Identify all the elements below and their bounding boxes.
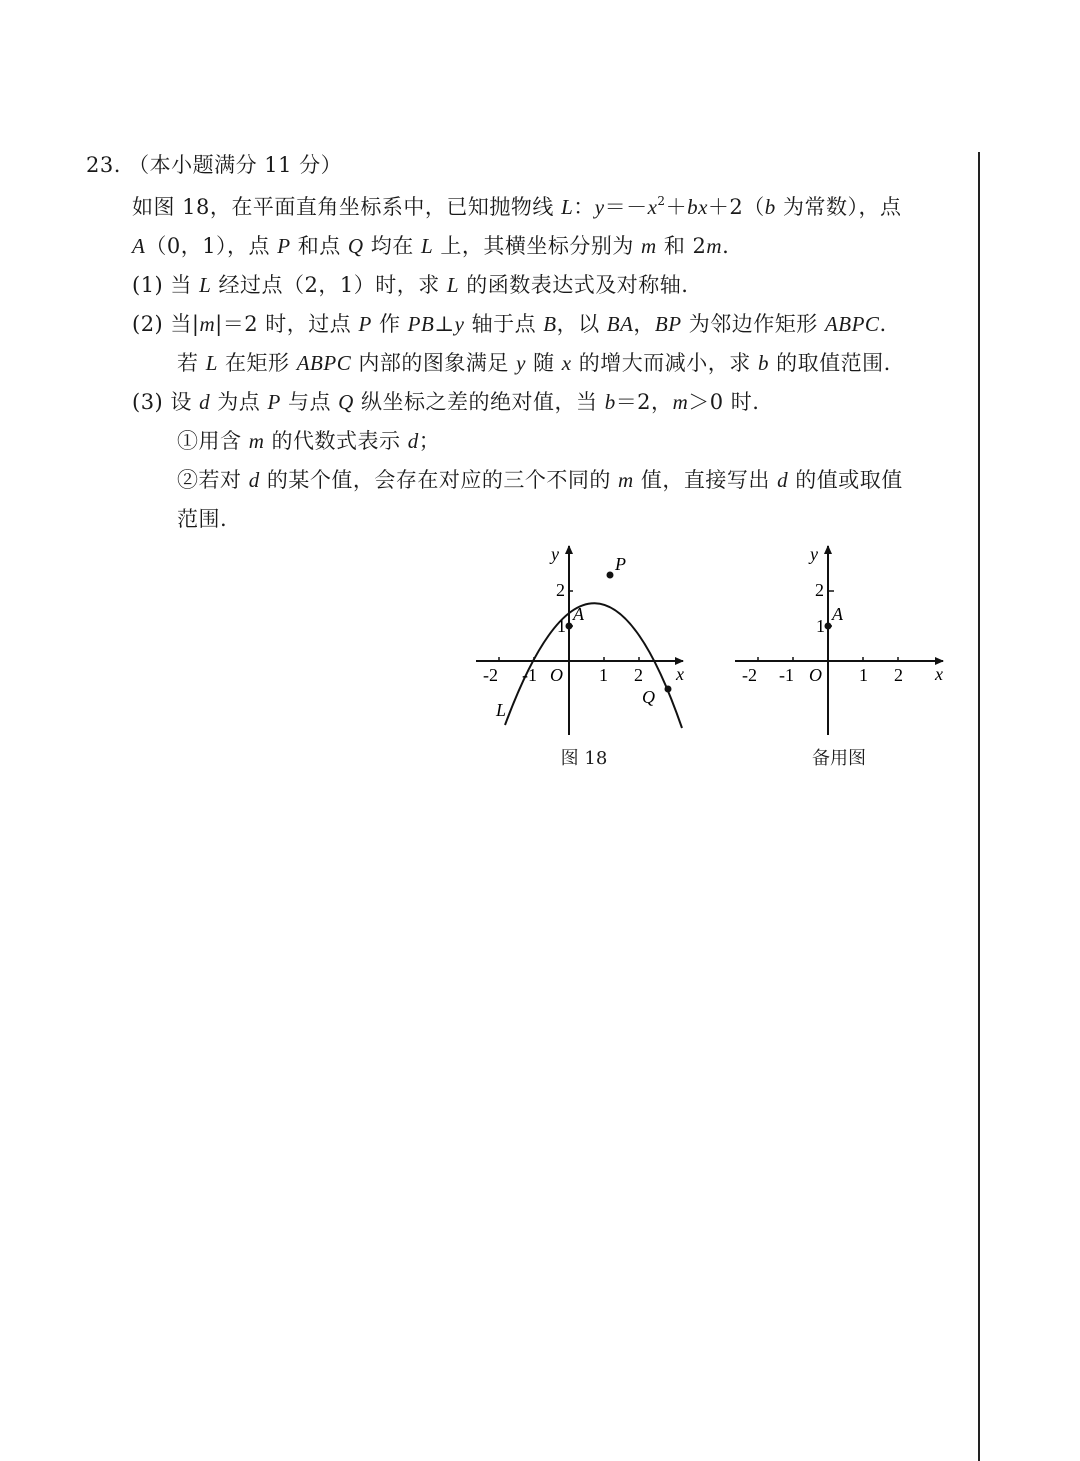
text: 随 — [525, 351, 562, 375]
text: 的取值范围. — [768, 351, 891, 375]
var-PB: PB — [407, 312, 435, 336]
var-B: B — [543, 312, 557, 336]
var-BA: BA — [606, 312, 634, 336]
intro-text: 如图 18，在平面直角坐标系中，已知抛物线 — [132, 195, 562, 219]
y-tick-label: 2 — [815, 580, 824, 600]
var-m: m — [618, 468, 634, 492]
text: (3) 设 — [132, 390, 200, 414]
point-P — [607, 572, 614, 579]
intro-line-2 — [132, 231, 729, 261]
text: 上，其横坐标分别为 — [433, 234, 641, 258]
var-P: P — [267, 390, 281, 414]
text: 作 — [371, 312, 408, 336]
text: 的值或取值 — [788, 468, 903, 492]
var-BP: BP — [654, 312, 682, 336]
var-b: b — [764, 195, 776, 219]
x-tick-label: -1 — [522, 665, 537, 685]
text: 的函数表达式及对称轴. — [459, 273, 689, 297]
x-tick-label: 2 — [894, 665, 903, 685]
backup-figure-graph — [729, 540, 949, 740]
var-m: m — [706, 234, 723, 258]
problem-heading — [86, 150, 342, 180]
var-y: y — [454, 312, 465, 336]
point-A-label: A — [573, 604, 584, 624]
point-P-label: P — [615, 554, 626, 574]
var-Q: Q — [338, 390, 354, 414]
curve-L-label: L — [496, 700, 507, 720]
figure-18-caption: 图 18 — [560, 748, 608, 769]
question-3-part-1 — [177, 426, 440, 456]
var-L: L — [420, 234, 434, 258]
text: ①用含 — [177, 429, 249, 453]
point-A — [825, 623, 832, 630]
text: 的某个值，会存在对应的三个不同的 — [259, 468, 619, 492]
x-tick-label: 1 — [859, 665, 868, 685]
text: 在矩形 — [217, 351, 297, 375]
var-L: L — [205, 351, 218, 375]
score-note: （本小题满分 11 分） — [128, 153, 343, 177]
question-2-line-2 — [177, 348, 891, 378]
intro-line-1 — [132, 192, 901, 222]
text: 和点 — [290, 234, 348, 258]
text: (1) 当 — [132, 273, 200, 297]
intro-colon: ： — [573, 195, 595, 219]
y-tick-label: 1 — [557, 616, 566, 636]
x-tick-label: 1 — [599, 665, 608, 685]
origin-label: O — [809, 665, 822, 685]
text: 与点 — [280, 390, 339, 414]
var-A: A — [132, 234, 146, 258]
question-3 — [132, 387, 759, 417]
x-axis-label: x — [676, 664, 684, 684]
text: 经过点（2，1）时，求 — [211, 273, 447, 297]
perp-symbol: ⊥ — [434, 312, 455, 336]
text: . — [722, 234, 730, 258]
point-Q-label: Q — [642, 687, 655, 707]
text: 纵坐标之差的绝对值，当 — [353, 390, 605, 414]
y-tick-label: 2 — [556, 580, 565, 600]
y-axis-label: y — [551, 544, 559, 564]
var-m: m — [641, 234, 657, 258]
var-d: d — [777, 468, 789, 492]
var-d: d — [199, 390, 211, 414]
var-ABPC: ABPC — [824, 312, 880, 336]
var-bx: bx — [687, 195, 708, 219]
text: ＞0 时. — [688, 390, 760, 414]
text: 的代数式表示 — [264, 429, 408, 453]
text: （0，1），点 — [145, 234, 278, 258]
text: |＝2 时，过点 — [215, 312, 359, 336]
text: 为邻边作矩形 — [681, 312, 825, 336]
var-P: P — [358, 312, 372, 336]
text: ＝2， — [615, 390, 673, 414]
figure-18-graph — [470, 540, 690, 740]
var-m: m — [672, 390, 689, 414]
exponent: 2 — [657, 194, 666, 208]
var-L: L — [446, 273, 460, 297]
text: 范围. — [177, 507, 228, 531]
var-m: m — [199, 312, 216, 336]
intro-plus2: ＋2（ — [707, 195, 765, 219]
text: 的增大而减小，求 — [571, 351, 758, 375]
var-y: y — [594, 195, 605, 219]
point-A-label: A — [832, 604, 843, 624]
var-ABPC: ABPC — [296, 351, 352, 375]
var-Q: Q — [347, 234, 364, 258]
var-L: L — [561, 195, 574, 219]
question-3-part-2-line-2 — [177, 504, 227, 534]
intro-eq: ＝－ — [604, 195, 648, 219]
text: 内部的图象满足 — [351, 351, 517, 375]
text: ， — [633, 312, 655, 336]
backup-figure-caption: 备用图 — [812, 748, 866, 769]
text: (2) 当| — [132, 312, 200, 336]
x-tick-label: -2 — [742, 665, 757, 685]
x-tick-label: -2 — [483, 665, 498, 685]
text: ②若对 — [177, 468, 249, 492]
question-3-part-2-line-1 — [177, 465, 903, 495]
text: 和 2 — [656, 234, 707, 258]
text: 轴于点 — [464, 312, 544, 336]
text: 值，直接写出 — [633, 468, 778, 492]
var-L: L — [199, 273, 212, 297]
text: . — [879, 312, 887, 336]
x-tick-label: -1 — [779, 665, 794, 685]
text: ； — [418, 429, 441, 453]
question-2-line-1 — [132, 309, 887, 339]
x-tick-label: 2 — [634, 665, 643, 685]
question-1 — [132, 270, 688, 300]
backup-figure — [729, 540, 949, 744]
margin-rule — [978, 152, 980, 1461]
var-d: d — [407, 429, 419, 453]
intro-const: 为常数），点 — [775, 195, 902, 219]
point-A — [566, 623, 573, 630]
text: 为点 — [210, 390, 268, 414]
var-b: b — [604, 390, 616, 414]
text: 均在 — [363, 234, 421, 258]
text: 若 — [177, 351, 206, 375]
var-d: d — [248, 468, 260, 492]
x-axis-label: x — [935, 664, 943, 684]
y-tick-label: 1 — [816, 616, 825, 636]
figure-18 — [470, 540, 690, 744]
origin-label: O — [550, 665, 563, 685]
point-Q — [665, 686, 672, 693]
var-x: x — [561, 351, 572, 375]
var-y: y — [516, 351, 526, 375]
var-x: x — [647, 195, 658, 219]
var-b: b — [757, 351, 769, 375]
intro-plus: ＋ — [665, 195, 688, 219]
y-axis-label: y — [810, 544, 818, 564]
var-P: P — [277, 234, 291, 258]
text: ，以 — [556, 312, 607, 336]
var-m: m — [248, 429, 265, 453]
problem-number: 23. — [86, 153, 121, 177]
